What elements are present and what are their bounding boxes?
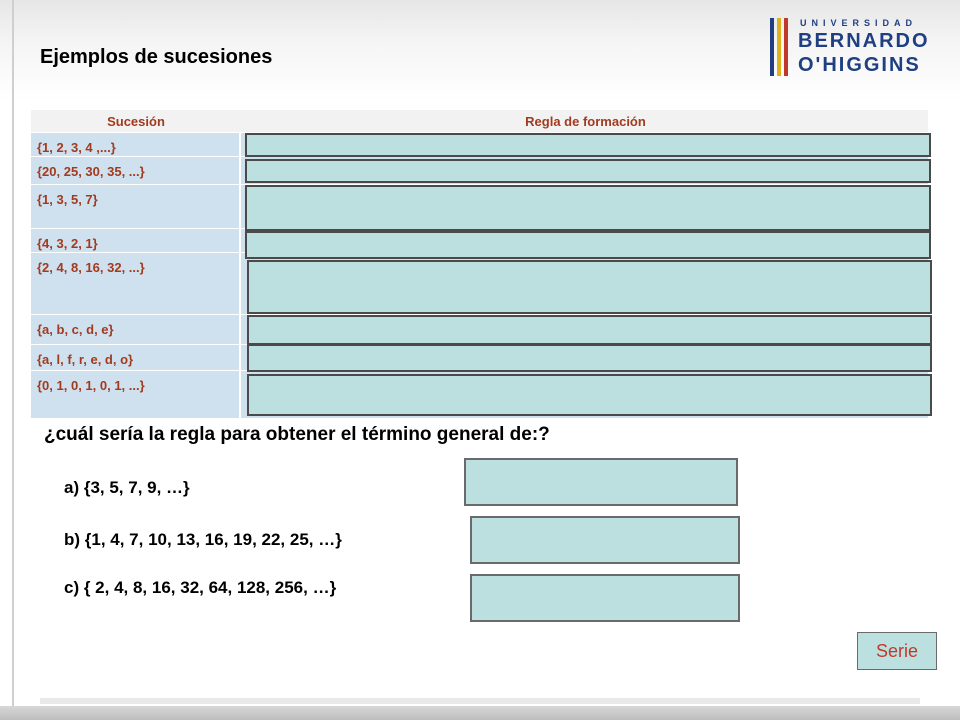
left-rule	[12, 0, 14, 720]
rule-cover[interactable]	[245, 159, 931, 183]
question-text: ¿cuál sería la regla para obtener el término general de:?	[44, 424, 550, 445]
exercise-a: a) {3, 5, 7, 9, …}	[64, 478, 190, 497]
university-logo	[770, 12, 930, 78]
serie-button[interactable]: Serie	[857, 632, 937, 670]
sequence-cell: {20, 25, 30, 35, ...}	[31, 157, 241, 184]
sequence-cell: {1, 3, 5, 7}	[31, 185, 241, 228]
logo-stroke-blue	[770, 18, 774, 76]
page-title: Ejemplos de sucesiones	[40, 46, 273, 68]
rule-cover[interactable]	[247, 315, 932, 345]
logo-line3: O'HIGGINS	[798, 54, 921, 76]
rule-cover[interactable]	[247, 260, 932, 314]
table-header	[31, 110, 928, 132]
rule-cover[interactable]	[247, 374, 932, 416]
logo-stroke-yellow	[777, 18, 781, 76]
sequence-cell: {a, l, f, r, e, d, o}	[31, 345, 241, 370]
logo-stroke-red	[784, 18, 788, 76]
sequence-cell: {2, 4, 8, 16, 32, ...}	[31, 253, 241, 314]
rule-cover[interactable]	[247, 344, 932, 372]
logo-line2: BERNARDO	[798, 30, 930, 52]
header-sequence: Sucesión	[107, 114, 165, 129]
logo-line1: UNIVERSIDAD	[800, 18, 918, 28]
footer-bar	[0, 706, 960, 720]
exercise-b: b) {1, 4, 7, 10, 13, 16, 19, 22, 25, …}	[64, 530, 342, 549]
answer-cover-b[interactable]	[470, 516, 740, 564]
answer-cover-c[interactable]	[470, 574, 740, 622]
exercise-c: c) { 2, 4, 8, 16, 32, 64, 128, 256, …}	[64, 578, 337, 597]
header-rule: Regla de formación	[525, 114, 646, 129]
rule-cover[interactable]	[245, 231, 931, 259]
sequence-cell: {4, 3, 2, 1}	[31, 229, 241, 252]
rule-cover[interactable]	[245, 185, 931, 231]
answer-cover-a[interactable]	[464, 458, 738, 506]
rule-cover[interactable]	[245, 133, 931, 157]
sequence-cell: {1, 2, 3, 4 ,...}	[31, 133, 241, 156]
sequence-cell: {a, b, c, d, e}	[31, 315, 241, 344]
sequence-cell: {0, 1, 0, 1, 0, 1, ...}	[31, 371, 241, 418]
